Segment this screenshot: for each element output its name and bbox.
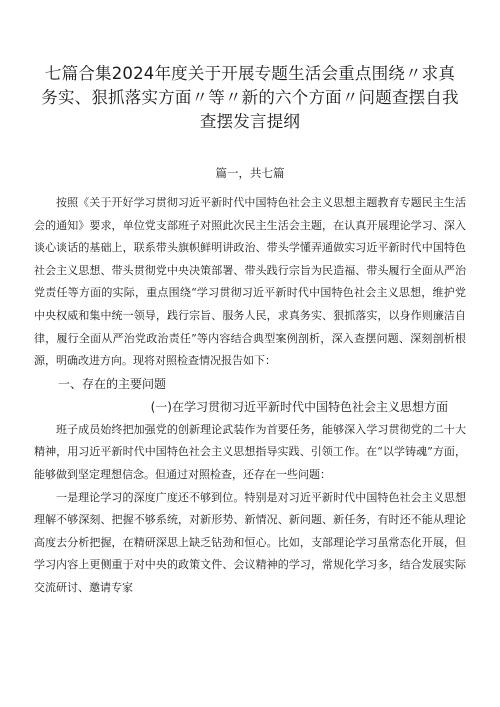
body-paragraph: 班子成员始终把加强党的创新理论武装作为首要任务，能够深入学习贯彻党的二十大精神，用习近平新时代中国特色社会主义思想指导实践、引领工作。在“以学铸魂”方面，能够做到坚定理想信念。但通过对照检查，还存在一些问题： [34,422,466,481]
body-paragraph: 一是理论学习的深度广度还不够到位。特别是对习近平新时代中国特色社会主义思想理解不够深刻、把握不够系统，对新形势、新情况、新问题、新任务，有时还不能从理论高度去分析把握，在精研深思上缺乏钻劲和恒心。比如，支部理论学习虽常态化开展，但学习内容上更侧重于对中央的政策文件、会议精神的学习，常规化学习多，结合发展实际交流研讨、邀请专家 [34,490,466,594]
heading-subsection-1: (一)在学习贯彻习近平新时代中国特色社会主义思想方面 [150,399,448,414]
intro-paragraph: 按照《关于开好学习贯彻习近平新时代中国特色社会主义思想主题教育专题民主生活会的通知》要求，单位党支部班子对照此次民主生活会主题，在认真开展理论学习、深入谈心谈话的基础上，联系带头旗帜鲜明讲政治、带头学懂弄通做实习近平新时代中国特色社会主义思想、带头贯彻党中央决策部署、带头践行宗旨为民造福、带头履行全面从严治党责任等方面的实际，重点围绕“学习贯彻习近平新时代中国特色社会主义思想，维护党中央权威和集中统一领导，践行宗旨、服务人民，求真务实、狠抓落实，以身作则廉洁自律，履行全面从严治党政治责任”等内容结合典型案例剖析，深入查摆问题、深刻剖析根源，明确改进方向。现将对照检查情况报告如下： [34,196,466,368]
heading-main-problems: 一、存在的主要问题 [58,376,167,391]
section-label: 篇一，共七篇 [215,166,285,180]
document-title: 七篇合集2024年度关于开展专题生活会重点围绕〃求真务实、狠抓落实方面〃等〃新的六个方面〃问题查摆自我查摆发言提纲 [41,64,459,131]
